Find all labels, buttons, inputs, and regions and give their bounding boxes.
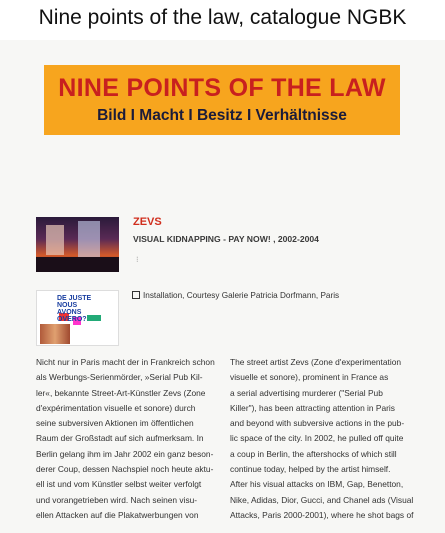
banner-title: NINE POINTS OF THE LAW xyxy=(58,74,386,102)
separator-dot: ⁝ xyxy=(136,255,139,264)
thumbnail-lettering: DE JUSTE NOUS AVONS OVERO? xyxy=(57,295,92,323)
page-title: Nine points of the law, catalogue NGBK xyxy=(38,6,407,29)
installation-photo-thumbnail xyxy=(36,217,119,272)
checkbox-bullet-icon xyxy=(132,291,140,299)
work-title: VISUAL KIDNAPPING - PAY NOW! , 2002-2004 xyxy=(133,234,319,244)
artist-name: ZEVS xyxy=(133,216,162,228)
catalogue-page xyxy=(0,40,445,533)
banner-subtitle: Bild I Macht I Besitz I Verhältnisse xyxy=(97,107,347,124)
german-text-column: Nicht nur in Paris macht der in Frankreich schon als Werbungs-Serienmörder, »Serial Pub Kil- ler«, bekannte Street-Art-Künstler Zevs (Zone d'expérimentation visuelle et sonore) durch seine subversiven Aktionen im öffentlichen Raum der Großstadt auf sich aufmerksam. In Berlin gelang ihm im Jahr 2002 ein ganz beson- derer Coup, dessen Nachspiel noch heute aktu- ell ist und vom Künstler selbst weiter verfolgt und vorangetrieben wird. Nach seinen visu- ellen Attacken auf die Plakatwerbungen von xyxy=(36,357,215,520)
english-text-column: The street artist Zevs (Zone d'experimentation visuelle et sonore), prominent in France as a serial advertising murderer ("Serial Pub Killer"), has been attracting attention in Paris and beyond with subversive actions in the pub- lic space of the city. In 2002, he pulled off quite a coup in Berlin, the aftershocks of which still continue today, helped by the artist himself. After his visual attacks on IBM, Gap, Benetton, Nike, Adidas, Dior, Gucci, and Chanel ads (Visual Attacks, Paris 2000-2001), where he shot bags of xyxy=(230,357,414,520)
artwork-thumbnail xyxy=(36,290,119,346)
installation-note: Installation, Courtesy Galerie Patricia Dorfmann, Paris xyxy=(143,291,340,300)
installation-caption xyxy=(132,291,339,300)
exhibition-banner xyxy=(44,65,400,135)
